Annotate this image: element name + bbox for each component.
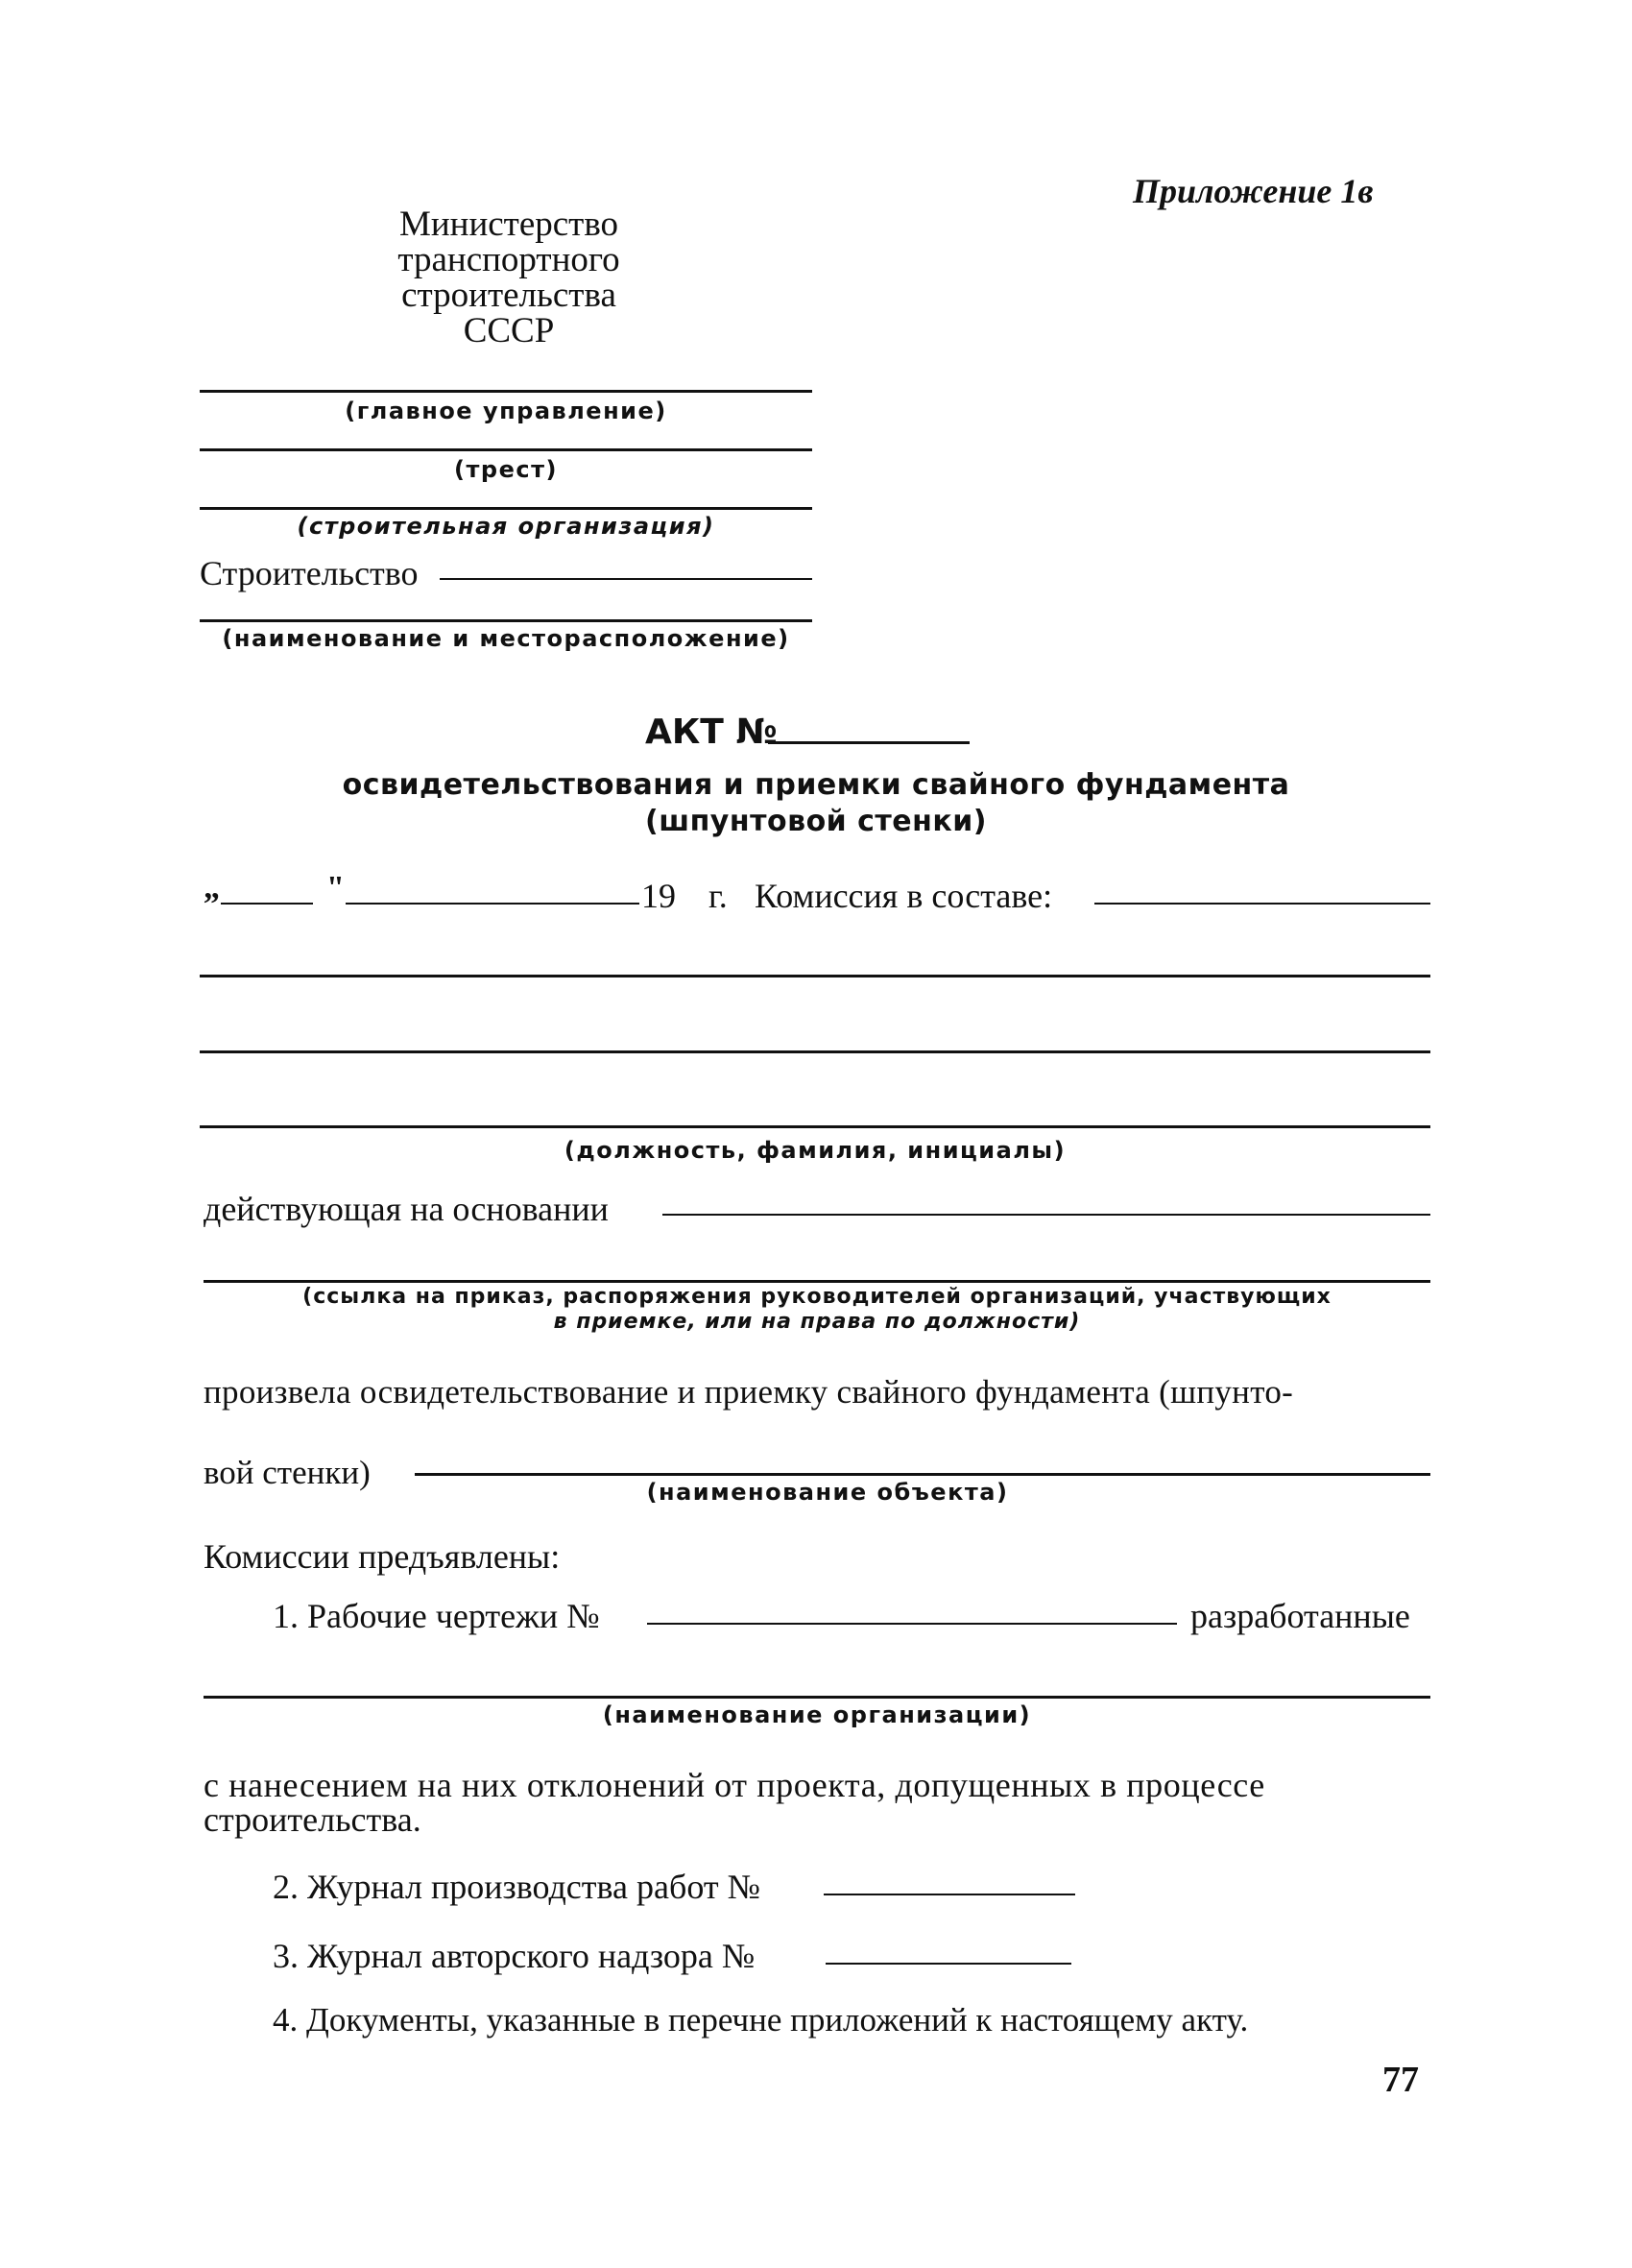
ministry-line: СССР	[463, 311, 555, 350]
position-name-caption: (должность, фамилия, инициалы)	[564, 1137, 1067, 1164]
date-quote-close: "	[326, 870, 345, 905]
construction-org-caption: (строительная организация)	[297, 513, 715, 540]
performed-line1: произвела освидетельствование и приемку свайного фундамента (шпунто-	[204, 1373, 1294, 1411]
drawings-number-line[interactable]	[647, 1623, 1177, 1625]
item2-label: 2. Журнал производства работ №	[273, 1868, 760, 1906]
performed-line2: вой стенки)	[204, 1454, 371, 1491]
act-number-label: АКТ №	[645, 712, 778, 752]
ministry-line: транспортного	[397, 240, 620, 279]
act-title-line2: (шпунтовой стенки)	[645, 805, 987, 838]
main-directorate-line[interactable]	[200, 390, 812, 393]
ministry-block	[346, 206, 672, 349]
ministry-line: Министерство	[398, 205, 619, 244]
work-journal-number-line[interactable]	[824, 1894, 1075, 1895]
item4-label: 4. Документы, указанные в перечне приложений к настоящему акту.	[273, 2001, 1249, 2039]
construction-label: Строительство	[200, 554, 419, 592]
deviation-line1: с нанесением на них отклонений от проекта, допущенных в процессе	[204, 1766, 1265, 1804]
item1-suffix: разработанные	[1190, 1597, 1410, 1635]
commission-label: Комиссия в составе:	[755, 877, 1053, 915]
deviation-line2: строительства.	[204, 1800, 421, 1839]
reference-caption-line2: в приемке, или на права по должности)	[553, 1310, 1081, 1334]
object-name-line[interactable]	[415, 1473, 1430, 1476]
appendix-label: Приложение 1в	[1133, 172, 1374, 210]
reference-line[interactable]	[204, 1280, 1430, 1283]
presented-label: Комиссии предъявлены:	[204, 1537, 561, 1576]
ministry-line: строительства	[401, 276, 616, 315]
construction-org-line[interactable]	[200, 507, 812, 510]
act-title-line1: освидетельствования и приемки свайного фундамента	[342, 768, 1290, 802]
date-quote-open: „	[204, 870, 220, 905]
organization-name-line[interactable]	[204, 1696, 1430, 1699]
page-number: 77	[1382, 2060, 1419, 2100]
trust-line[interactable]	[200, 448, 812, 451]
main-directorate-caption: (главное управление)	[345, 398, 667, 424]
acting-basis-label: действующая на основании	[204, 1190, 609, 1228]
object-name-caption: (наименование объекта)	[646, 1479, 1009, 1506]
commission-line-2[interactable]	[200, 975, 1430, 977]
item1-prefix: 1. Рабочие чертежи №	[273, 1597, 600, 1635]
supervision-journal-number-line[interactable]	[826, 1963, 1071, 1965]
acting-basis-line[interactable]	[662, 1214, 1430, 1216]
reference-caption-line1: (ссылка на приказ, распоряжения руководителей организаций, участвующих	[302, 1285, 1332, 1309]
day-line[interactable]	[221, 903, 313, 905]
year-prefix: 19	[641, 877, 676, 915]
item3-label: 3. Журнал авторского надзора №	[273, 1937, 756, 1975]
trust-caption: (трест)	[454, 456, 558, 483]
commission-line-3[interactable]	[200, 1050, 1430, 1053]
month-line[interactable]	[346, 903, 639, 905]
commission-line-4[interactable]	[200, 1125, 1430, 1128]
name-location-caption: (наименование и месторасположение)	[222, 625, 790, 652]
name-location-line[interactable]	[200, 619, 812, 622]
construction-field-line[interactable]	[440, 578, 812, 580]
year-suffix: г.	[708, 877, 728, 915]
commission-line-1[interactable]	[1094, 903, 1430, 905]
organization-name-caption: (наименование организации)	[602, 1701, 1032, 1728]
act-number-line[interactable]	[768, 741, 970, 744]
